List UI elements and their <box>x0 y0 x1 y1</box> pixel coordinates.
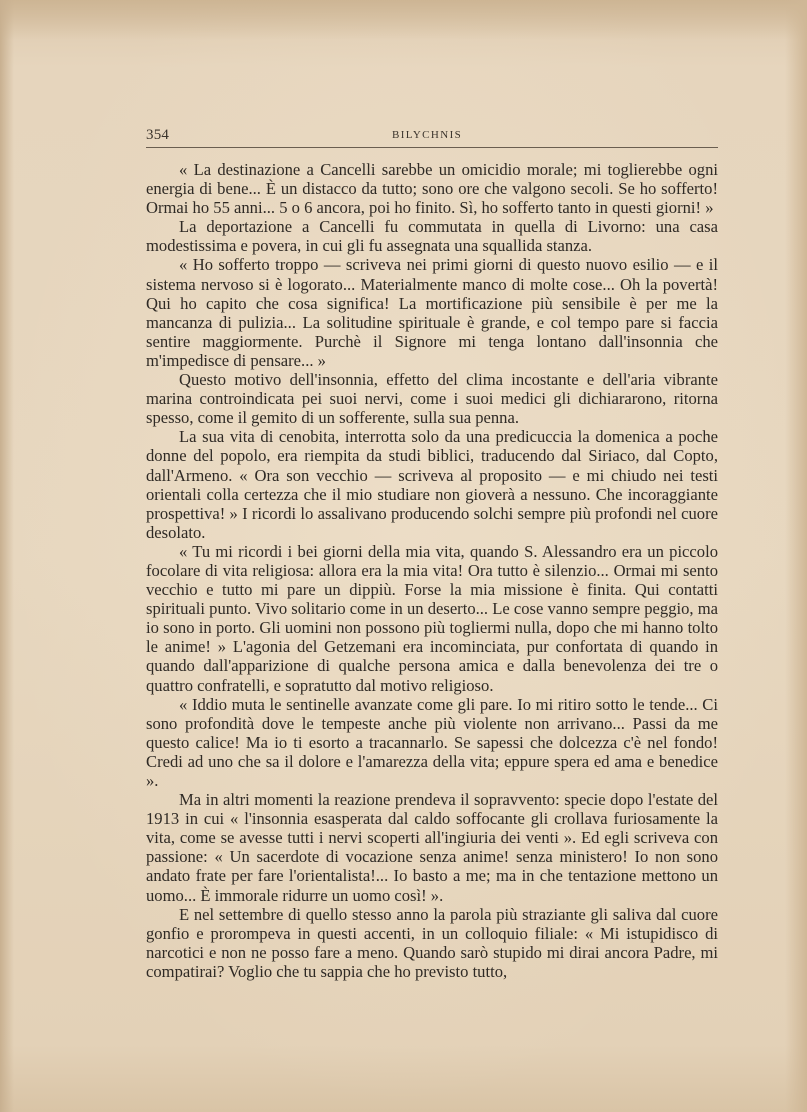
paragraph: Ma in altri momenti la reazione prendeva il sopravvento: specie dopo l'estate del 1913 in cui « l'insonnia esasperata dal caldo soffocante gli crollava furiosamente la vita, come se avesse tutti i nervi scoperti all'ingiuria dei venti ». Ed egli scriveva con passione: « Un sacerdote di vocazione senza anime! senza ministero! Io non sono andato frate per fare l'orientalista!... Io basto a me; ma in che tentazione mettono un uomo... È immorale ridurre un uomo così! ». <box>146 790 718 905</box>
body-text <box>146 160 718 981</box>
running-header <box>146 127 718 147</box>
paragraph: « Tu mi ricordi i bei giorni della mia vita, quando S. Alessandro era un piccolo focolare di vita religiosa: allora era la mia vita! Ora tutto è silenzio... Ormai mi sento vecchio e tutto mi pare un dippiù. Forse la mia missione è finita. Qui contatti spirituali punto. Vivo solitario come in un deserto... Le cose vanno sempre peggio, ma io sono in porto. Gli uomini non possono più togliermi nulla, dopo che mi hanno tolto le anime! » L'agonia del Getzemani era incominciata, pur confortata di quando in quando dall'apparizione di qualche persona amica e dalla benevolenza dei tre o quattro confratelli, e sopratutto dal motivo religioso. <box>146 541 718 695</box>
page-shadow-left <box>0 0 14 1112</box>
paragraph: Questo motivo dell'insonnia, effetto del clima incostante e dell'aria vibrante marina controindicata pei suoi nervi, come i suoi medici gli dichiararono, ritorna spesso, come il gemito di un sofferente, sulla sua penna. <box>146 370 718 428</box>
paragraph: La sua vita di cenobita, interrotta solo da una predicuccia la domenica a poche donne del popolo, era riempita da studi biblici, traducendo dal Siriaco, dal Copto, dall'Armeno. « Ora son vecchio — scriveva al proposito — e mi chiudo nei testi orientali colla certezza che il mio studiare non gioverà a nessuno. Che incoraggiante prospettiva! » I ricordi lo assalivano producendo solchi sempre più profondi nel cuore desolato. <box>146 427 718 542</box>
header-rule <box>146 147 718 148</box>
page-shadow-top <box>0 0 807 40</box>
running-title: BILYCHNIS <box>392 129 463 141</box>
paragraph: « La destinazione a Cancelli sarebbe un omicidio morale; mi toglierebbe ogni energia di bene... È un distacco da tutto; sono ore che valgono secoli. Se ho sofferto! Ormai ho 55 anni... 5 o 6 ancora, poi ho finito. Sì, ho sofferto tanto in questi giorni! » <box>146 160 718 218</box>
paragraph: La deportazione a Cancelli fu commutata in quella di Livorno: una casa modestissima e povera, in cui gli fu assegnata una squallida stanza. <box>146 217 718 256</box>
page-number: 354 <box>146 127 170 143</box>
paragraph: « Iddio muta le sentinelle avanzate come gli pare. Io mi ritiro sotto le tende... Ci sono profondità dove le tempeste anche più violente non arrivano... Passi da me questo calice! Ma io ti esorto a tracannarlo. Se sapessi che dolcezza c'è nel fondo! Credi ad uno che sa il dolore e l'amarezza della vita; eppure spera ed ama e benedice ». <box>146 694 718 790</box>
page-shadow-right <box>785 0 807 1112</box>
paragraph: E nel settembre di quello stesso anno la parola più straziante gli saliva dal cuore gonfio e prorompeva in questi accenti, in un colloquio filiale: « Mi istupidisco di narcotici e non ne posso fare a meno. Quando sarò stupido mi dirai ancora Padre, mi compatirai? Voglio che tu sappia che ho previsto tutto, <box>146 904 718 981</box>
paragraph: « Ho sofferto troppo — scriveva nei primi giorni di questo nuovo esilio — e il sistema nervoso si è logorato... Materialmente manco di molte cose... Oh la povertà! Qui ho capito che cosa significa! La mortificazione più sensibile è per me la mancanza di pulizia... La solitudine spirituale è grande, e col tempo pare si faccia sentire maggiormente. Purchè il Signore mi tenga lontano dall'insonnia che m'impedisce di pensare... » <box>146 255 718 370</box>
